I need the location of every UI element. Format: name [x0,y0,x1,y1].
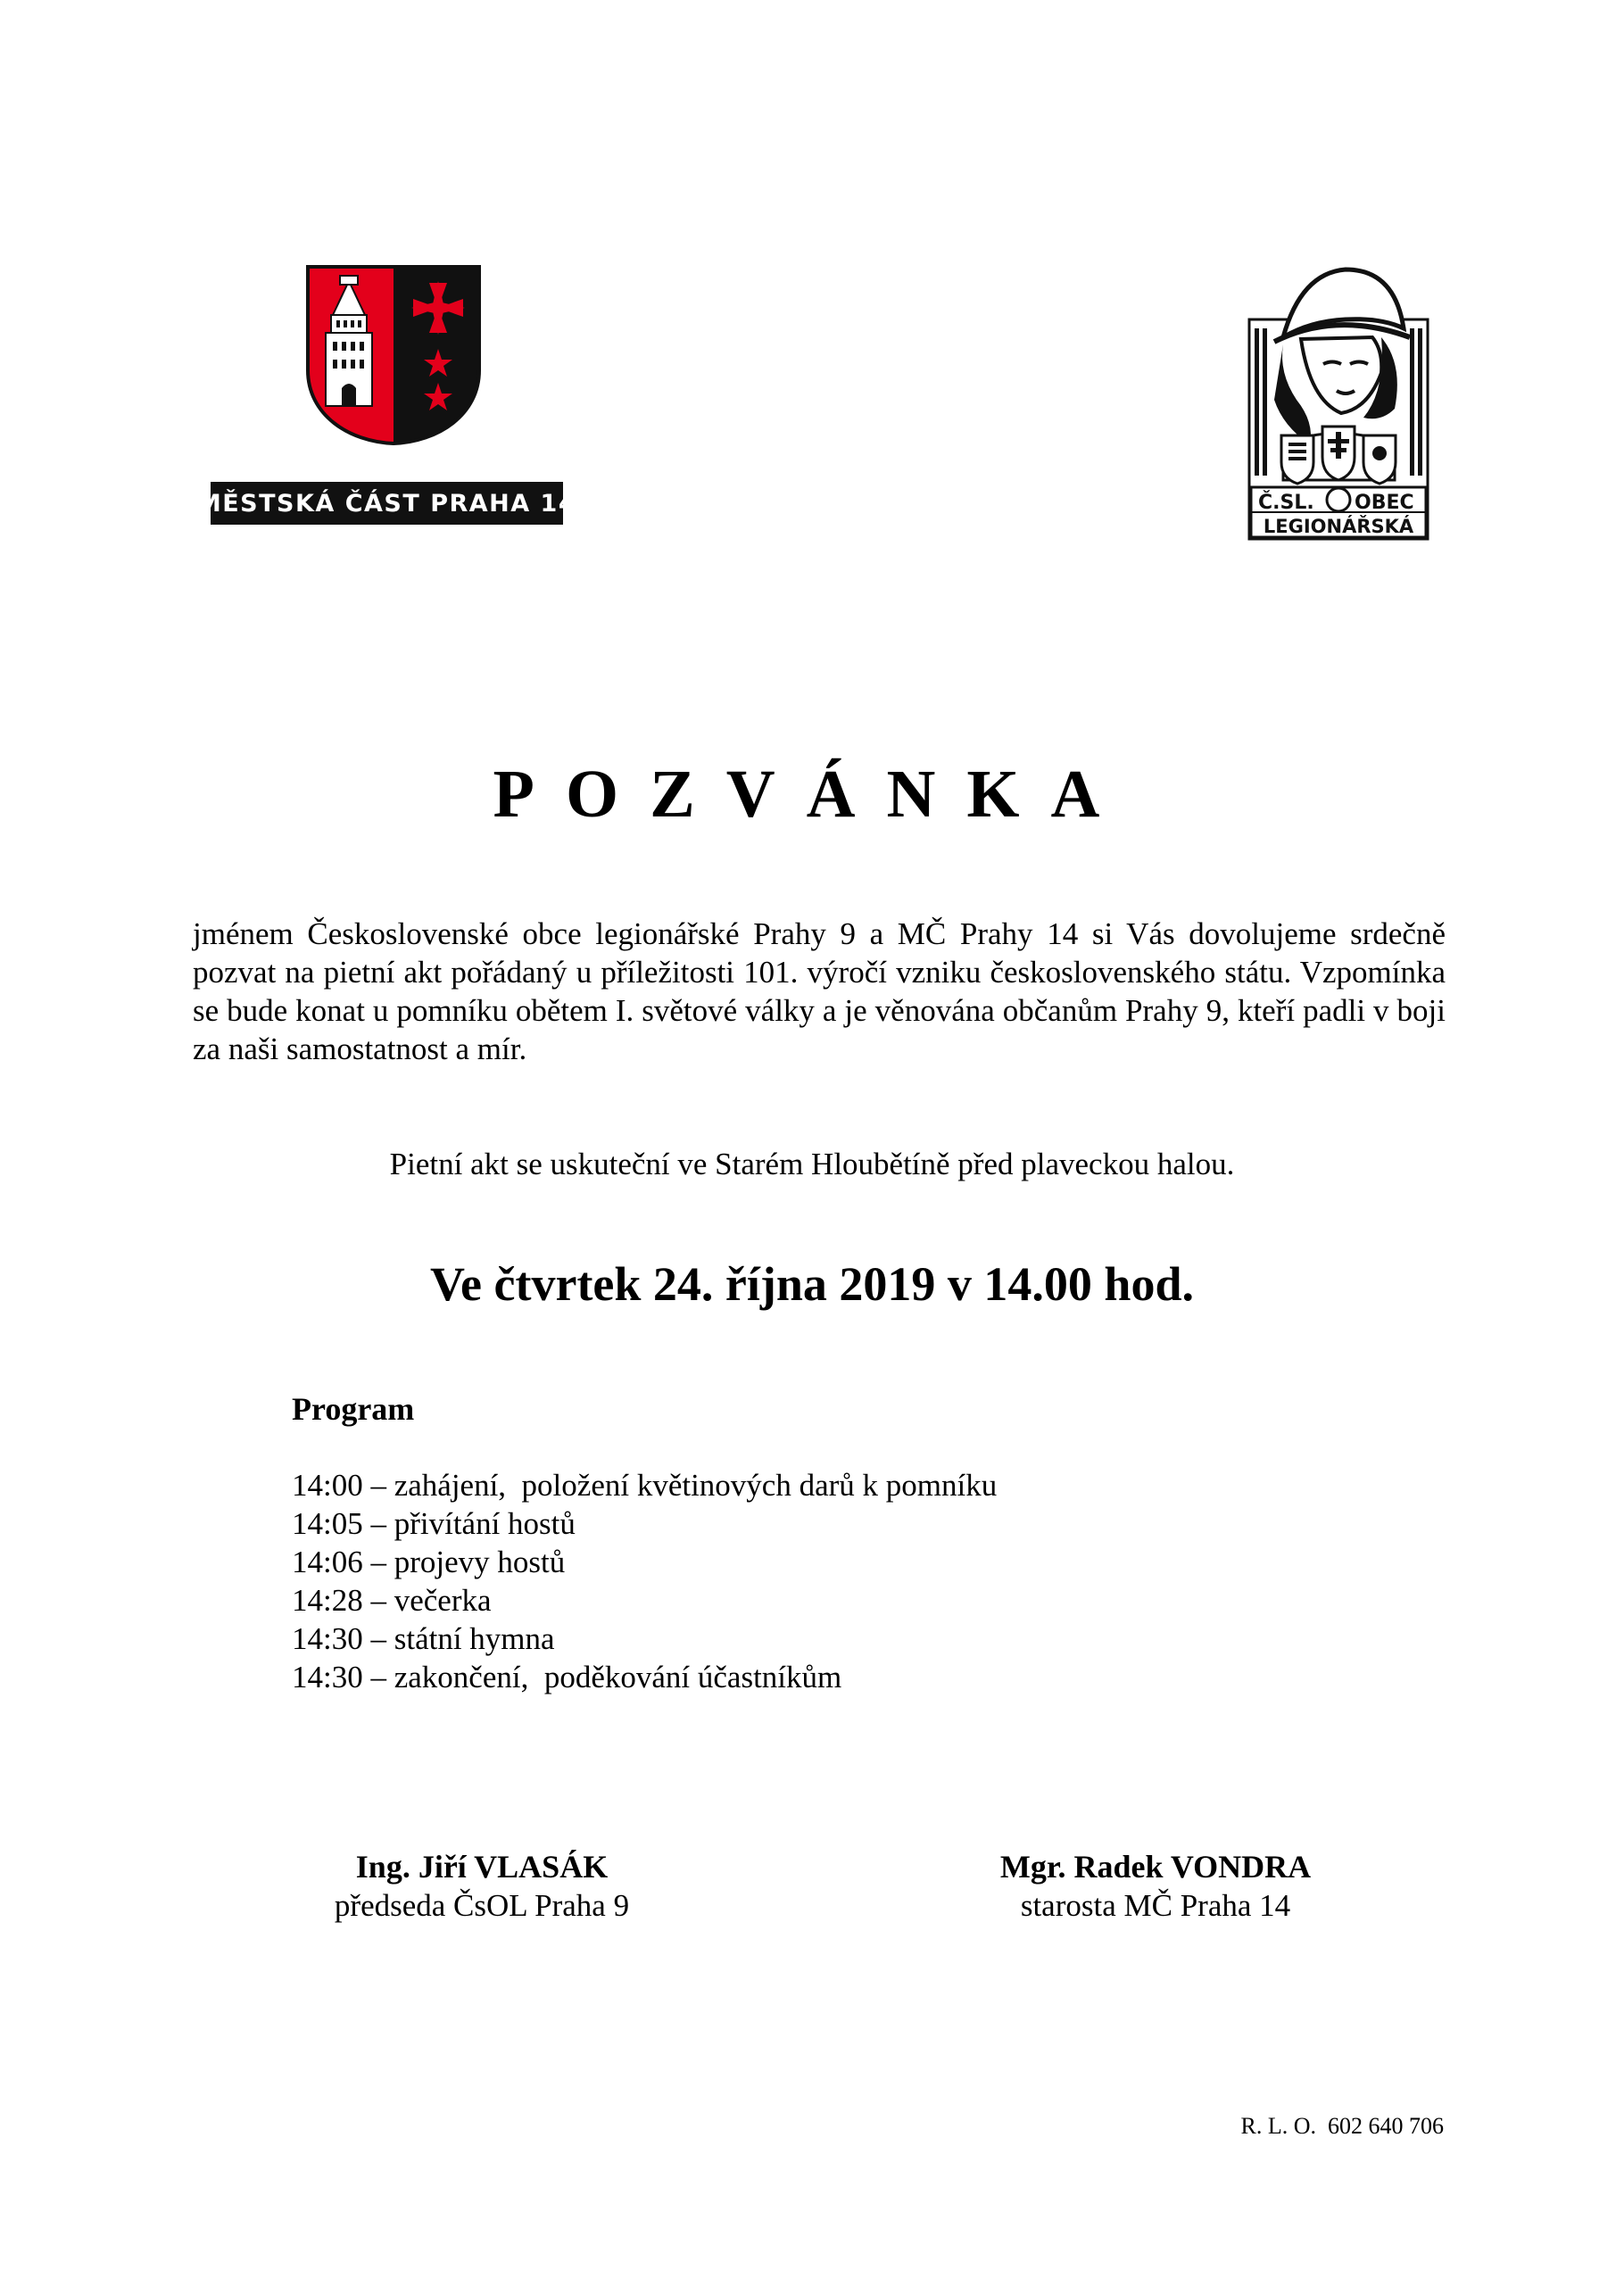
signature-right [973,1848,1338,1925]
page-title: POZVÁNKA [493,757,1131,832]
csol-logo [1247,266,1429,541]
district-caption: MĚSTSKÁ ČÁST PRAHA 14 [211,482,563,525]
program-list [292,1466,997,1696]
coat-of-arms-icon [304,263,483,446]
program-item: 14:30 – státní hymna [292,1621,555,1656]
intro-paragraph: jménem Československé obce legionářské Prahy 9 a MČ Prahy 14 si Vás dovolujeme srdečně pozvat na pietní akt pořádaný u příležitosti 101. výročí vzniku československého státu. Vzpomínka se bude konat u pomníku obětem I. světové války a je věnována občanům Prahy 9, kteří padli v boji za naši samostatnost a mír. [193,916,1446,1066]
legionnaire-emblem-icon [1247,266,1429,541]
mestska-cast-logo [196,263,577,531]
signature-left [303,1848,660,1925]
event-date: Ve čtvrtek 24. října 2019 v 14.00 hod. [430,1257,1194,1311]
program-item: 14:30 – zakončení, poděkování účastníkům [292,1660,842,1694]
program-heading: Program [292,1391,415,1427]
emblem-text-obec: OBEC [1355,492,1414,514]
signer-role: starosta MČ Praha 14 [1020,1888,1291,1923]
signer-role: předseda ČsOL Praha 9 [334,1888,630,1923]
signer-name: Mgr. Radek VONDRA [999,1849,1312,1885]
footer-contact: R. L. O. 602 640 706 [1240,2113,1444,2139]
program-item: 14:00 – zahájení, položení květinových darů k pomníku [292,1468,998,1503]
event-place: Pietní akt se uskuteční ve Starém Hloubětíně před plaveckou halou. [389,1147,1235,1181]
signer-name: Ing. Jiří VLASÁK [355,1849,609,1885]
emblem-text-legionarska: LEGIONÁŘSKÁ [1263,516,1414,537]
emblem-text-csl: Č.SL. [1258,492,1314,514]
program-item: 14:06 – projevy hostů [292,1545,566,1579]
program-item: 14:28 – večerka [292,1583,492,1618]
program-item: 14:05 – přivítání hostů [292,1506,576,1541]
